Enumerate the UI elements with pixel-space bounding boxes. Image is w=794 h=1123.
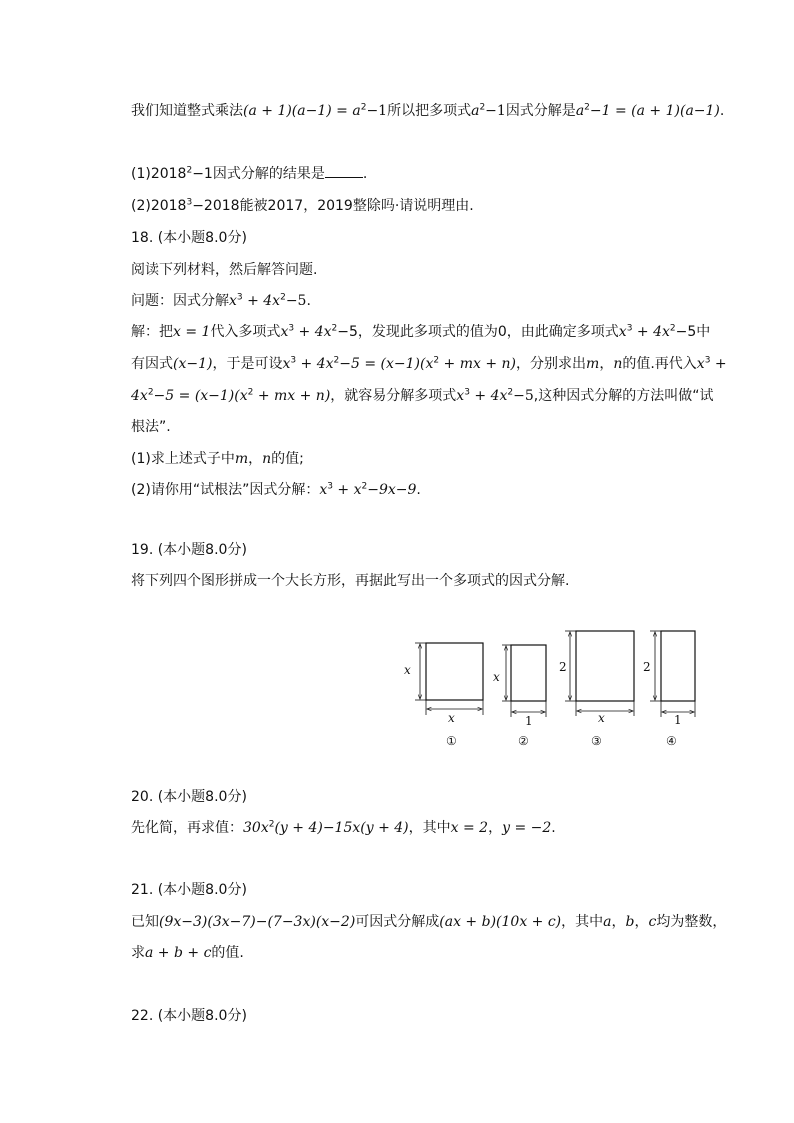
q19-header: 19. (本小题8.0分) [131, 542, 247, 558]
exponent: 2 [331, 323, 338, 334]
q17-p2-text: −2018能被2017，2019整除吗·请说明理由. [192, 198, 474, 214]
text: 的值. [211, 945, 244, 961]
math: −9x−9 [367, 482, 417, 498]
intro-text: 所以把多项式 [387, 103, 472, 119]
math: a + b + c [145, 945, 212, 961]
text: ，就容易分解多项式 [330, 388, 457, 404]
q18-header: 18. (本小题8.0分) [131, 230, 247, 246]
exponent: 3 [236, 292, 243, 303]
math: + 4x [242, 293, 281, 309]
math: (y + 4)−15x(y + 4) [274, 820, 409, 836]
math: x [618, 324, 627, 340]
intro-formula: (a + 1)(a−1) = a [243, 103, 361, 119]
text: (2)请你用“试根法”因式分解： [131, 482, 320, 498]
intro-line [131, 101, 724, 121]
exponent: 2 [433, 355, 440, 366]
math: x [456, 388, 465, 404]
shape-3-rectangle [559, 631, 634, 748]
math: c [648, 914, 657, 930]
math: + 4x [294, 324, 332, 340]
text: 代入多项式 [210, 324, 281, 340]
exponent: 3 [290, 355, 297, 366]
exponent: 2 [669, 323, 676, 334]
text: 均为整数， [656, 914, 727, 930]
math: + 4x [296, 356, 334, 372]
shape-2-bottom-label: 1 [525, 714, 533, 728]
text: 有因式 [131, 356, 173, 372]
exponent: 2 [147, 387, 154, 398]
intro-result: a [575, 103, 585, 119]
q22-header: 22. (本小题8.0分) [131, 1008, 247, 1024]
text: 先化简，再求值： [131, 820, 243, 836]
math: + [710, 356, 727, 372]
q18-problem [131, 291, 311, 311]
shape-1-side-label: x [404, 663, 411, 677]
exponent: 3 [288, 323, 295, 334]
q20-header: 20. (本小题8.0分) [131, 789, 247, 805]
text: ,这种因式分解的方法叫做“试 [533, 388, 714, 404]
q17-p1-label: (1)2018 [131, 166, 187, 182]
shape-3-bottom-label: x [598, 711, 605, 725]
math: (9x−3)(3x−7)−(7−3x)(x−2) [159, 914, 356, 930]
q18-solution-line3 [131, 386, 713, 406]
math: x [229, 293, 237, 309]
shape-3-side-label: 2 [559, 660, 567, 674]
q17-p1-text: −1因式分解的结果是 [192, 166, 325, 182]
text: ，其中 [408, 820, 451, 836]
text: . [551, 820, 556, 836]
math: m [234, 451, 249, 467]
exponent: 2 [333, 355, 340, 366]
intro-text: 因式分解是 [505, 103, 576, 119]
exponent: 3 [626, 323, 633, 334]
exponent: 3 [704, 355, 711, 366]
q18-sub2 [131, 480, 421, 500]
math: x [282, 356, 291, 372]
text: (1)求上述式子中 [131, 451, 235, 467]
text: ，分别求出 [516, 356, 587, 372]
shape-4-rectangle [643, 631, 695, 748]
text: ， [599, 356, 614, 372]
text: −5，发现此多项式的值为0，由此确定多项式 [337, 324, 619, 340]
math: −5 = (x−1)(x [339, 356, 434, 372]
exponent: 2 [268, 819, 275, 830]
math: b [625, 914, 635, 930]
math: + 4x [632, 324, 670, 340]
math: + x [332, 482, 362, 498]
math: n [262, 451, 272, 467]
q19-line1: 将下列四个图形拼成一个大长方形，再据此写出一个多项式的因式分解. [131, 573, 570, 589]
text: ，于是可设 [212, 356, 283, 372]
math: x [319, 482, 328, 498]
text: . [416, 482, 421, 498]
exponent: 2 [360, 102, 367, 113]
q18-solution-line4: 根法”. [131, 419, 171, 435]
text: ，其中 [561, 914, 604, 930]
shape-4-number: ④ [666, 734, 677, 748]
math: + 4x [469, 388, 508, 404]
shape-2-number: ② [518, 734, 529, 748]
intro-poly: a [471, 103, 480, 119]
q17-p2-label: (2)2018 [131, 198, 187, 214]
q21-line1 [131, 912, 726, 932]
text: ， [611, 914, 626, 930]
shape-2-rectangle [493, 645, 546, 748]
exponent: 2 [280, 292, 286, 303]
exponent: 2 [186, 165, 193, 176]
text: 已知 [131, 914, 159, 930]
intro-end: . [719, 103, 725, 119]
text: 问题：因式分解 [131, 293, 229, 309]
math: x = 2 [450, 820, 489, 836]
q21-header: 21. (本小题8.0分) [131, 882, 247, 898]
math: −5 = (x−1)(x [153, 388, 248, 404]
intro-result-tail: −1 = (a + 1)(a−1) [589, 103, 720, 119]
math: m [586, 356, 600, 372]
math: (ax + b)(10x + c) [439, 914, 562, 930]
intro-text: 我们知道整式乘法 [131, 103, 243, 119]
text: ， [634, 914, 649, 930]
math: y = −2 [502, 820, 552, 836]
shape-3-number: ③ [591, 734, 602, 748]
math: x [280, 324, 289, 340]
math: x = 1 [173, 324, 211, 340]
answer-blank[interactable] [325, 165, 363, 178]
shape-1-bottom-label: x [448, 711, 455, 725]
math: −5 [513, 388, 534, 404]
exponent: 3 [464, 387, 470, 398]
exponent: 3 [327, 481, 333, 492]
shape-1-number: ① [446, 734, 457, 748]
exponent: 2 [507, 387, 514, 398]
math: (x−1) [173, 356, 213, 372]
intro-poly-tail: −1 [485, 103, 506, 119]
math: + mx + n) [253, 388, 331, 404]
exponent: 2 [247, 387, 254, 398]
q17-part2 [131, 196, 474, 216]
text: −5中 [675, 324, 711, 340]
text: 的值; [271, 451, 304, 467]
math: + mx + n) [439, 356, 517, 372]
text: 求 [131, 945, 145, 961]
exponent: 3 [186, 197, 193, 208]
shape-2-side-label: x [493, 670, 500, 684]
q20-line1 [131, 818, 556, 838]
math: 30x [243, 820, 269, 836]
math: −5. [285, 293, 311, 309]
exponent: 2 [361, 481, 368, 492]
text: ， [248, 451, 263, 467]
q21-line2 [131, 943, 244, 963]
text: 可因式分解成 [355, 914, 440, 930]
q18-solution-line1 [131, 322, 710, 342]
q18-sub1 [131, 449, 304, 469]
shape-4-bottom-label: 1 [674, 713, 682, 727]
text: 的值.再代入 [622, 356, 697, 372]
math: 4x [131, 388, 148, 404]
shape-4-side-label: 2 [643, 660, 651, 674]
q18-line1: 阅读下列材料，然后解答问题. [131, 262, 318, 278]
text: ， [488, 820, 503, 836]
math: x [696, 356, 705, 372]
q17-part1 [131, 164, 367, 184]
exponent: 2 [584, 102, 590, 113]
q18-solution-line2 [131, 354, 727, 374]
math: n [613, 356, 623, 372]
exponent: 2 [479, 102, 486, 113]
math: a [603, 914, 612, 930]
intro-formula-tail: −1 [366, 103, 388, 119]
q17-p1-end: . [362, 166, 368, 182]
shape-1-square [404, 643, 483, 748]
q19-figure [395, 625, 705, 755]
text: 解：把 [131, 324, 173, 340]
